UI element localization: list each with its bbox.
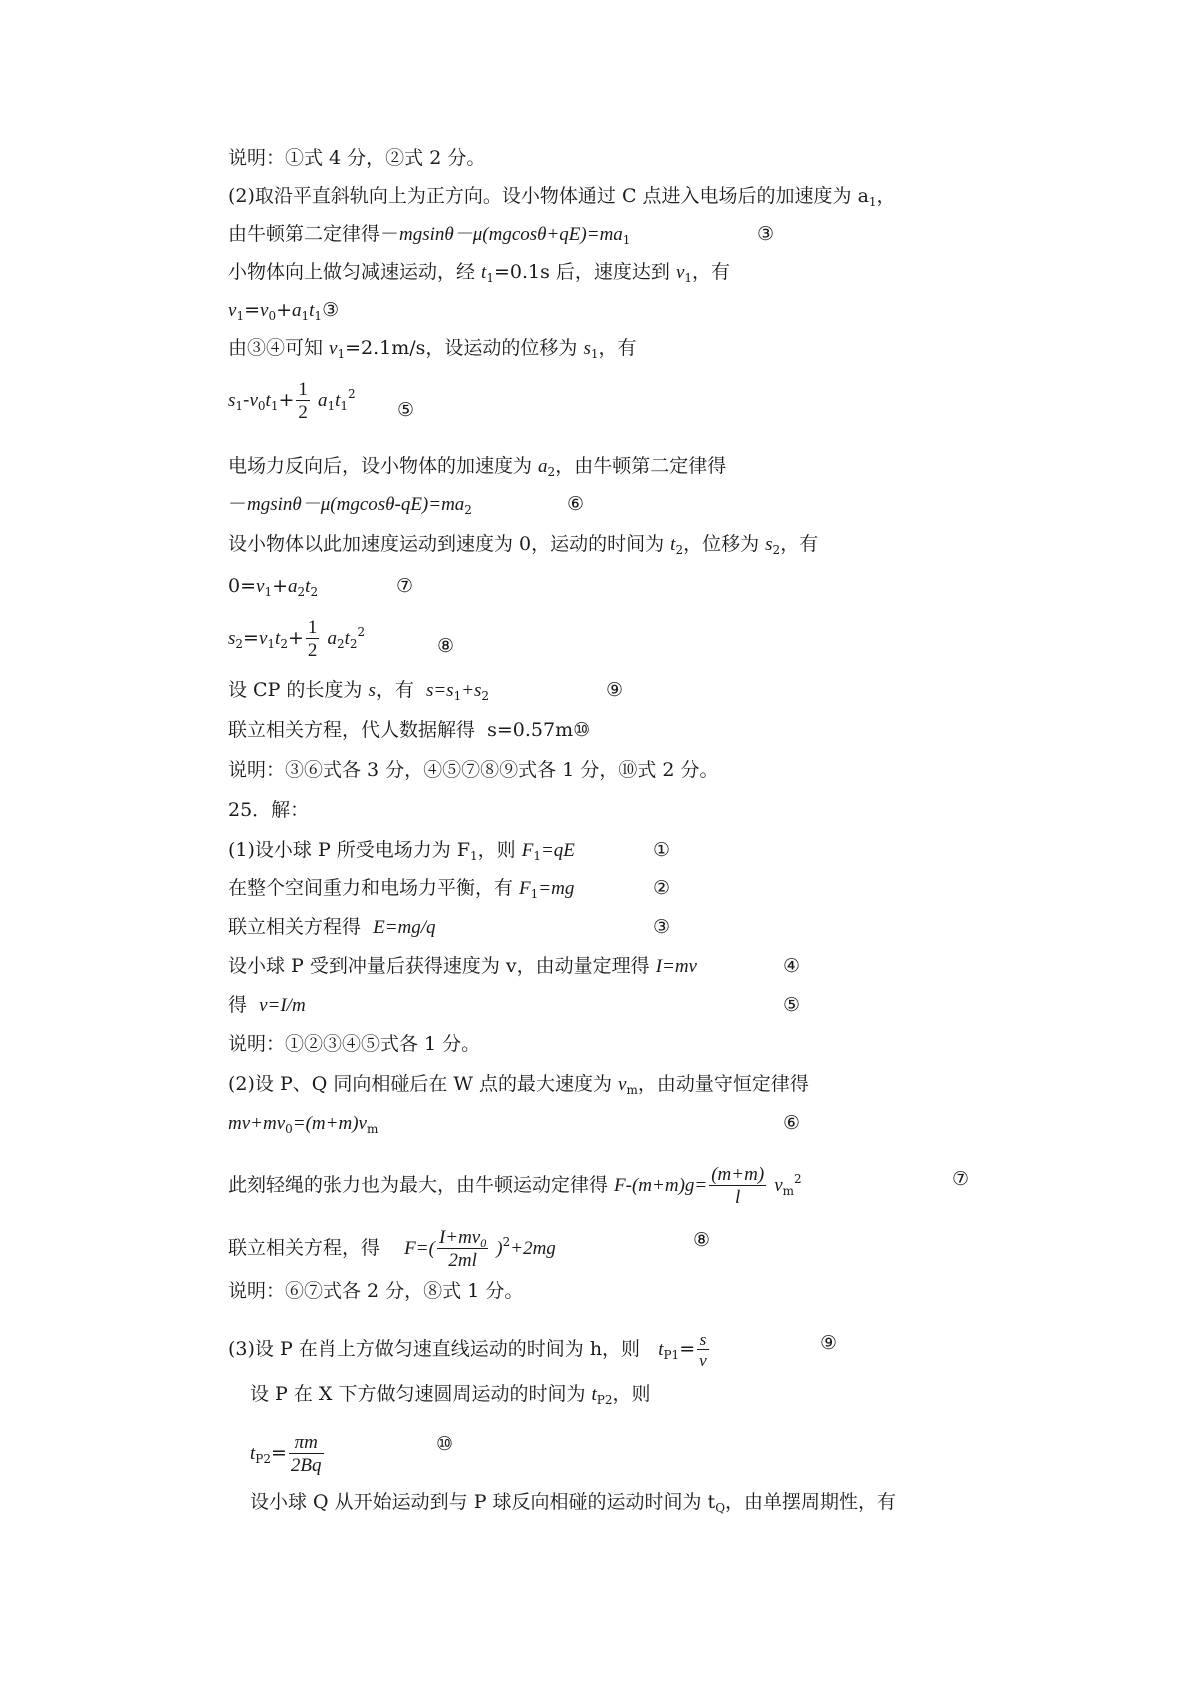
numerator: 1 bbox=[307, 617, 318, 638]
subscript: 0 bbox=[480, 1236, 487, 1250]
subscript: 1 bbox=[533, 849, 541, 863]
equation-marker: ③ bbox=[322, 299, 340, 321]
line-electric-force bbox=[228, 838, 575, 863]
var: a bbox=[317, 390, 328, 411]
var: t bbox=[275, 628, 281, 649]
equation-marker-4: ④ bbox=[783, 955, 801, 977]
math-expression: s=s bbox=[425, 680, 454, 701]
text: ，由动量守恒定律得 bbox=[637, 1073, 809, 1095]
var: s bbox=[368, 680, 376, 701]
equation-marker-5: ⑤ bbox=[397, 399, 415, 421]
math-expression: E=mg/q bbox=[373, 917, 436, 938]
subscript: 1 bbox=[236, 309, 245, 323]
var: t bbox=[670, 534, 676, 555]
var: a bbox=[327, 628, 337, 649]
text: 设小物体以此加速度运动到速度为 0，运动的时间为 bbox=[228, 533, 671, 555]
line-cp-length bbox=[228, 678, 489, 703]
line-linear-motion-time bbox=[228, 1331, 711, 1369]
var: t bbox=[309, 300, 315, 321]
text: ，有 bbox=[692, 261, 731, 283]
line-displacement-1 bbox=[228, 380, 356, 422]
subscript: 2 bbox=[310, 585, 319, 599]
equation-marker-9: ⑨ bbox=[606, 679, 624, 701]
superscript: 2 bbox=[794, 1172, 802, 1186]
line-tension-result bbox=[228, 1228, 556, 1270]
math-expression: =qE bbox=[540, 840, 575, 861]
text: (2)设 P、Q 同向相碰后在 W 点的最大速度为 bbox=[228, 1073, 619, 1095]
math-expression: ) bbox=[496, 1238, 503, 1259]
text: 联立相关方程，代人数据解得 bbox=[228, 719, 482, 741]
var: s bbox=[228, 628, 236, 649]
subscript: 1 bbox=[301, 309, 310, 323]
text: － bbox=[228, 493, 248, 515]
subscript: 1 bbox=[590, 347, 599, 361]
subscript: 0 bbox=[257, 399, 266, 413]
subscript: P2 bbox=[255, 1452, 271, 1466]
line-impulse bbox=[228, 954, 697, 979]
math-expression: v=I/m bbox=[259, 995, 306, 1016]
equation-marker-6: ⑥ bbox=[567, 493, 585, 515]
text: ，则 bbox=[477, 839, 522, 861]
equation-marker-3: ③ bbox=[757, 223, 775, 245]
text: (1)设小球 P 所受电场力为 F bbox=[228, 839, 471, 861]
math-expression: F=( bbox=[404, 1238, 435, 1259]
text: 由牛顿第二定律得－ bbox=[228, 223, 400, 245]
fraction-half bbox=[306, 618, 320, 660]
equation-marker-5b: ⑤ bbox=[783, 994, 801, 1016]
subscript: P1 bbox=[663, 1348, 680, 1362]
subscript: 2 bbox=[547, 465, 556, 479]
subscript: 1 bbox=[340, 399, 348, 413]
line-zero-velocity bbox=[228, 574, 318, 599]
var: v bbox=[258, 628, 268, 649]
text: 说明：⑥⑦式各 2 分，⑧式 1 分。 bbox=[228, 1280, 524, 1302]
subscript: 1 bbox=[264, 585, 273, 599]
equation-marker-1: ① bbox=[653, 839, 671, 861]
line-stop-condition bbox=[228, 532, 818, 557]
text: 联立相关方程得 bbox=[228, 916, 368, 938]
var: v bbox=[618, 1074, 627, 1095]
line-question-25 bbox=[228, 798, 309, 822]
math-expression: +s bbox=[461, 680, 482, 701]
var: s bbox=[228, 390, 236, 411]
subscript: 1 bbox=[337, 347, 346, 361]
math-expression: mgsinθ－μ(mgcosθ+qE)=ma bbox=[399, 224, 623, 245]
equation-marker-3b: ③ bbox=[653, 916, 671, 938]
var: t bbox=[481, 262, 487, 283]
subscript: 2 bbox=[772, 543, 781, 557]
var: v bbox=[256, 576, 265, 597]
text: 得 bbox=[228, 994, 254, 1016]
op: = bbox=[244, 299, 260, 321]
text: ，有 bbox=[598, 337, 637, 359]
line-displacement-2 bbox=[228, 618, 365, 660]
var: a bbox=[292, 300, 302, 321]
var: v bbox=[260, 300, 269, 321]
superscript: 2 bbox=[348, 387, 356, 401]
subscript: 1 bbox=[267, 637, 276, 651]
var: v bbox=[228, 300, 237, 321]
line-scoring-note-1 bbox=[228, 146, 485, 170]
text: ，位移为 bbox=[683, 533, 766, 555]
text: (2)取沿平直斜轨向上为正方向。设小物体通过 C 点进入电场后的加速度为 a bbox=[228, 185, 869, 207]
op: + bbox=[287, 627, 304, 649]
subscript: 1 bbox=[486, 271, 494, 285]
subscript: 2 bbox=[675, 543, 684, 557]
line-collision bbox=[228, 1072, 809, 1097]
equation-marker-6b: ⑥ bbox=[783, 1112, 801, 1134]
denominator: l bbox=[735, 1187, 741, 1208]
math-expression: =(m+m)v bbox=[292, 1113, 367, 1134]
fraction-force bbox=[437, 1228, 488, 1270]
var: F bbox=[519, 878, 531, 899]
text: =2.1m/s，设运动的位移为 bbox=[345, 337, 584, 359]
var: F bbox=[521, 840, 534, 861]
text: 在整个空间重力和电场力平衡，有 bbox=[228, 877, 520, 899]
line-deceleration bbox=[228, 260, 730, 285]
subscript: 1 bbox=[453, 689, 462, 703]
var: t bbox=[344, 628, 350, 649]
line-newton-equation-2 bbox=[228, 492, 472, 517]
text: ， bbox=[876, 185, 896, 207]
line-circular-time bbox=[250, 1433, 326, 1475]
math-expression: +2mg bbox=[510, 1238, 556, 1259]
line-momentum-equation bbox=[228, 1111, 378, 1136]
line-pendulum bbox=[250, 1490, 896, 1514]
text: (3)设 P 在肖上方做匀速直线运动的时间为 h，则 bbox=[228, 1338, 647, 1360]
text: 说明：①②③④⑤式各 1 分。 bbox=[228, 1033, 481, 1055]
line-field-reversed bbox=[228, 454, 726, 479]
equation-marker-8: ⑧ bbox=[437, 635, 455, 657]
text: ，由牛顿第二定律得 bbox=[555, 455, 727, 477]
denominator: v bbox=[699, 1351, 707, 1370]
denominator: 2 bbox=[298, 402, 308, 423]
line-newton-equation-1 bbox=[228, 222, 630, 247]
text: 说明：③⑥式各 3 分，④⑤⑦⑧⑨式各 1 分，⑩式 2 分。 bbox=[228, 759, 719, 781]
line-scoring-note-2 bbox=[228, 758, 719, 782]
text: 电场力反向后，设小物体的加速度为 bbox=[228, 455, 539, 477]
text: =0.1s 后，速度达到 bbox=[493, 261, 676, 283]
math-expression: mv+mv bbox=[228, 1113, 286, 1134]
subscript: 1 bbox=[684, 271, 693, 285]
line-scoring-note-3 bbox=[228, 1032, 480, 1056]
subscript: 1 bbox=[314, 309, 323, 323]
math-expression: F-(m+m)g= bbox=[614, 1175, 708, 1196]
text: 说明：①式 4 分，②式 2 分。 bbox=[228, 147, 486, 169]
denominator: 2ml bbox=[448, 1250, 477, 1271]
var: a bbox=[538, 456, 548, 477]
math-expression: I=mv bbox=[655, 956, 697, 977]
subscript: 2 bbox=[481, 689, 490, 703]
op: + bbox=[278, 389, 295, 411]
var: a bbox=[288, 576, 298, 597]
var: t bbox=[591, 1384, 597, 1405]
var: v bbox=[329, 338, 338, 359]
subscript: Q bbox=[715, 1501, 726, 1515]
subscript: P2 bbox=[596, 1393, 613, 1407]
subscript: m bbox=[626, 1083, 638, 1097]
line-circular-motion bbox=[250, 1382, 651, 1407]
numerator: πm bbox=[289, 1433, 324, 1454]
subscript: m bbox=[366, 1122, 379, 1136]
fraction-half bbox=[296, 380, 310, 422]
subscript: m bbox=[782, 1184, 795, 1198]
var: s bbox=[583, 338, 591, 359]
numerator: 1 bbox=[298, 379, 308, 400]
line-velocity-equation bbox=[228, 298, 339, 323]
numerator: I+mv bbox=[438, 1227, 481, 1248]
text: 由③④可知 bbox=[228, 337, 330, 359]
var: t bbox=[305, 576, 311, 597]
subscript: 1 bbox=[270, 399, 279, 413]
text: s=0.57m⑩ bbox=[487, 719, 591, 741]
var: v bbox=[675, 262, 685, 283]
text: ，有 bbox=[780, 533, 819, 555]
text: 0= bbox=[228, 575, 257, 597]
var: t bbox=[658, 1339, 664, 1360]
text: 此刻轻绳的张力也为最大，由牛顿运动定律得 bbox=[228, 1174, 615, 1196]
text: 设小球 Q 从开始运动到与 P 球反向相碰的运动时间为 t bbox=[250, 1491, 716, 1513]
text: 设小球 P 受到冲量后获得速度为 v，由动量定理得 bbox=[228, 955, 656, 977]
subscript: 1 bbox=[327, 399, 336, 413]
var: t bbox=[265, 390, 271, 411]
line-tension bbox=[228, 1165, 802, 1207]
line-scoring-note-4 bbox=[228, 1279, 523, 1303]
subscript: 2 bbox=[235, 637, 244, 651]
equation-marker-7: ⑦ bbox=[396, 575, 414, 597]
subscript: 2 bbox=[280, 637, 288, 651]
line-velocity-from-impulse bbox=[228, 993, 306, 1018]
math-expression: =mg bbox=[538, 878, 575, 899]
subscript: 1 bbox=[235, 399, 244, 413]
text: ，则 bbox=[612, 1383, 651, 1405]
superscript: 2 bbox=[357, 625, 366, 639]
text: 联立相关方程，得 bbox=[228, 1237, 387, 1259]
line-solution-value bbox=[228, 718, 590, 742]
line-force-balance bbox=[228, 876, 574, 901]
subscript: 0 bbox=[268, 309, 277, 323]
subscript: 1 bbox=[868, 195, 877, 209]
op: = bbox=[243, 627, 259, 649]
text: 设 P 在 X 下方做匀速圆周运动的时间为 bbox=[250, 1383, 592, 1405]
fraction-pi-m bbox=[289, 1433, 324, 1475]
op: = bbox=[679, 1338, 696, 1360]
superscript: 2 bbox=[502, 1235, 511, 1249]
text: 小物体向上做匀减速运动，经 bbox=[228, 261, 482, 283]
subscript: 2 bbox=[297, 585, 306, 599]
subscript: 1 bbox=[622, 233, 631, 247]
op: + bbox=[276, 299, 292, 321]
subscript: 1 bbox=[530, 887, 539, 901]
subscript: 0 bbox=[285, 1122, 293, 1136]
op: + bbox=[272, 575, 289, 597]
fraction-s-over-v bbox=[697, 1331, 709, 1369]
subscript: 2 bbox=[336, 637, 345, 651]
equation-marker-10: ⑩ bbox=[436, 1433, 454, 1455]
subscript: 2 bbox=[349, 637, 358, 651]
math-expression: mgsinθ－μ(mgcosθ-qE)=ma bbox=[247, 494, 465, 515]
fraction-tension bbox=[709, 1165, 766, 1207]
equation-marker-8b: ⑧ bbox=[693, 1229, 711, 1251]
var: t bbox=[250, 1443, 256, 1464]
equation-marker-7b: ⑦ bbox=[952, 1168, 970, 1190]
var: v bbox=[774, 1175, 783, 1196]
var: t bbox=[335, 390, 341, 411]
equation-marker-9b: ⑨ bbox=[820, 1332, 838, 1354]
numerator: s bbox=[697, 1331, 709, 1350]
var: s bbox=[765, 534, 773, 555]
denominator: 2 bbox=[307, 640, 318, 661]
numerator: (m+m) bbox=[711, 1164, 765, 1185]
text: ，有 bbox=[375, 679, 420, 701]
subscript: 2 bbox=[464, 503, 472, 517]
line-part2-intro bbox=[228, 184, 896, 208]
op: - bbox=[243, 389, 250, 411]
op: = bbox=[271, 1442, 287, 1464]
line-field-strength bbox=[228, 915, 436, 940]
text: 25．解： bbox=[228, 799, 310, 821]
denominator: 2Bq bbox=[290, 1455, 322, 1476]
equation-marker-2: ② bbox=[653, 877, 671, 899]
subscript: 1 bbox=[470, 849, 478, 863]
text: ，由单摆周期性，有 bbox=[725, 1491, 897, 1513]
line-velocity-result bbox=[228, 336, 637, 361]
var: v bbox=[249, 390, 258, 411]
text: 设 CP 的长度为 bbox=[228, 679, 369, 701]
